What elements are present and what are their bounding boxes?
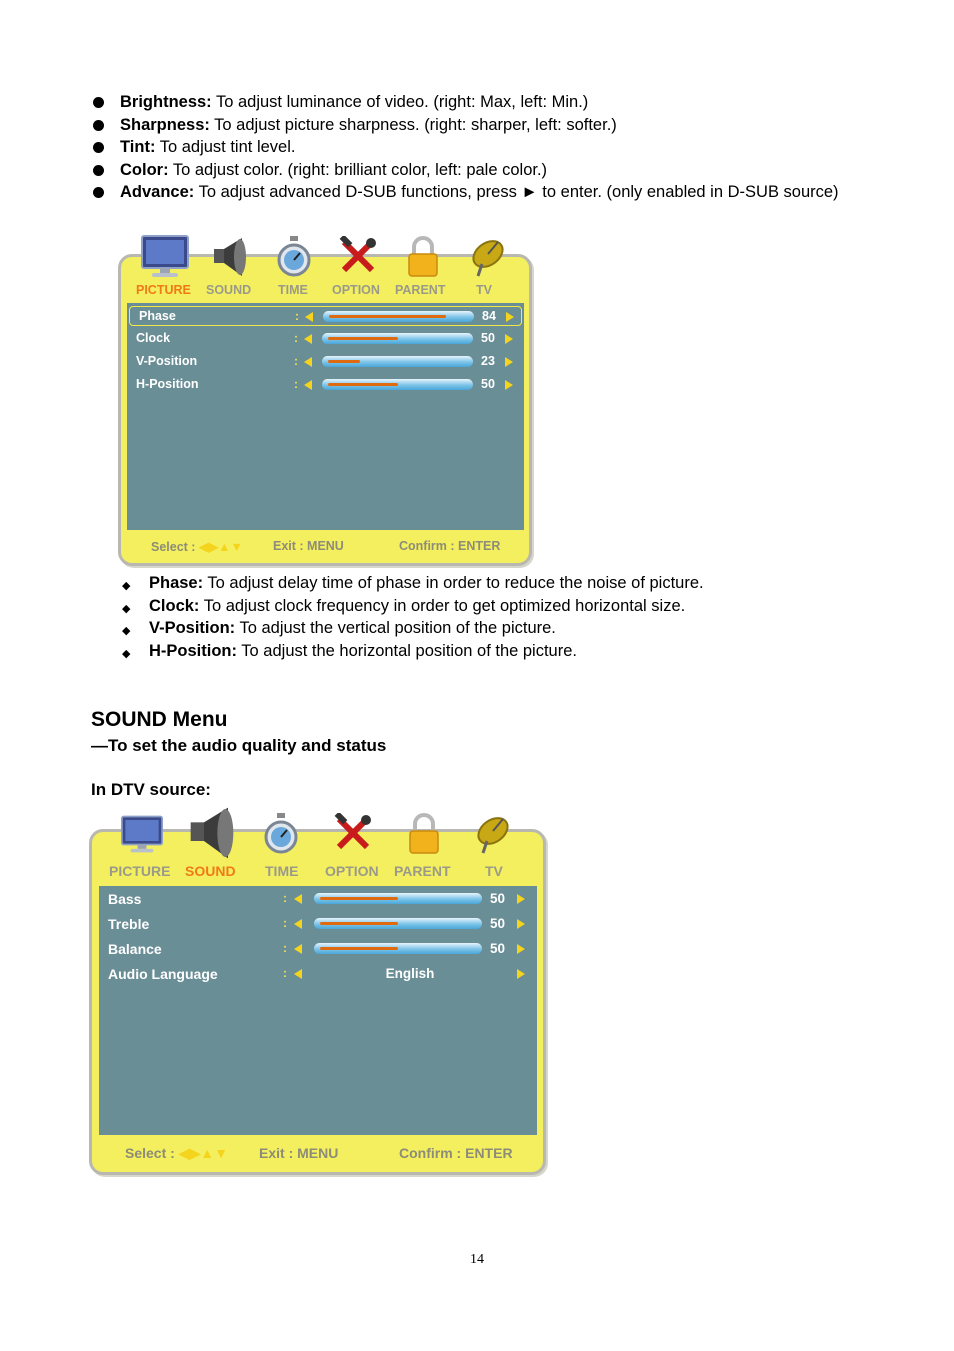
slider-track[interactable] xyxy=(314,943,482,954)
setting-label: Treble xyxy=(108,916,150,932)
tab-picture[interactable]: PICTURE xyxy=(136,283,191,297)
slider-track[interactable] xyxy=(322,379,473,390)
setting-row-audio-language[interactable]: Audio Language : English xyxy=(99,964,537,984)
diamond-bullet-icon: ◆ xyxy=(122,647,131,660)
footer-confirm-hint: Confirm : ENTER xyxy=(399,539,501,553)
slider-fill xyxy=(320,922,398,925)
satellite-dish-icon xyxy=(473,811,513,855)
setting-row-bass[interactable]: Bass : 50 xyxy=(99,889,537,909)
tab-parent[interactable]: PARENT xyxy=(395,283,446,297)
nav-arrows-icon: ◀▶▲▼ xyxy=(178,1145,228,1161)
tab-time[interactable]: TIME xyxy=(265,863,299,879)
left-arrow-icon[interactable] xyxy=(304,357,312,367)
footer-confirm-hint: Confirm : ENTER xyxy=(399,1145,513,1161)
setting-label: Clock xyxy=(136,331,171,345)
tab-picture[interactable]: PICTURE xyxy=(109,863,171,879)
setting-row-v-position[interactable]: V-Position : 23 xyxy=(127,352,524,372)
page-number: 14 xyxy=(470,1252,484,1267)
right-arrow-icon[interactable] xyxy=(517,894,525,904)
setting-value: 23 xyxy=(481,354,495,368)
list-item: Color: To adjust color. (right: brilliant color, left: pale color.) xyxy=(91,159,851,182)
footer-exit-hint: Exit : MENU xyxy=(259,1145,339,1161)
setting-label: H-Position xyxy=(136,377,199,391)
padlock-icon xyxy=(407,813,441,855)
list-item: ◆ Phase: To adjust delay time of phase in order to reduce the noise of picture. xyxy=(120,572,704,595)
setting-row-phase[interactable]: Phase : 84 xyxy=(129,306,522,326)
tab-time[interactable]: TIME xyxy=(278,283,308,297)
list-item: Sharpness: To adjust picture sharpness. (right: sharper, left: softer.) xyxy=(91,114,851,137)
bullet-dot-icon xyxy=(93,97,104,108)
setting-value: 84 xyxy=(482,309,496,323)
list-item: ◆ Clock: To adjust clock frequency in order to get optimized horizontal size. xyxy=(120,595,704,618)
diamond-bullet-icon: ◆ xyxy=(122,625,131,638)
right-arrow-icon[interactable] xyxy=(517,969,525,979)
slider-fill xyxy=(328,360,360,363)
slider-fill xyxy=(328,337,398,340)
setting-value: 50 xyxy=(490,941,506,956)
audio-language-value: English xyxy=(385,966,435,981)
stopwatch-icon xyxy=(276,236,312,278)
bullet-dot-icon xyxy=(93,120,104,131)
setting-value: 50 xyxy=(481,331,495,345)
setting-value: 50 xyxy=(490,891,506,906)
left-arrow-icon[interactable] xyxy=(305,312,313,322)
slider-track[interactable] xyxy=(322,333,473,344)
left-arrow-icon[interactable] xyxy=(304,334,312,344)
speaker-icon xyxy=(210,236,250,278)
setting-row-balance[interactable]: Balance : 50 xyxy=(99,939,537,959)
tab-option[interactable]: OPTION xyxy=(325,863,379,879)
right-arrow-icon[interactable] xyxy=(505,334,513,344)
speaker-icon xyxy=(185,805,239,861)
monitor-icon xyxy=(119,813,165,855)
slider-track[interactable] xyxy=(322,356,473,367)
bullet-dot-icon xyxy=(93,165,104,176)
sound-osd-menu xyxy=(89,805,549,1177)
tab-parent[interactable]: PARENT xyxy=(394,863,451,879)
osd-content-area xyxy=(99,886,537,1135)
osd-footer xyxy=(151,539,521,554)
slider-fill xyxy=(320,947,398,950)
stopwatch-icon xyxy=(263,813,299,855)
setting-row-treble[interactable]: Treble : 50 xyxy=(99,914,537,934)
bullet-dot-icon xyxy=(93,142,104,153)
section-subheading: —To set the audio quality and status xyxy=(91,736,387,755)
advance-options-list xyxy=(120,572,704,662)
feature-bullet-list xyxy=(91,91,851,204)
tab-tv[interactable]: TV xyxy=(476,283,492,297)
tab-sound[interactable]: SOUND xyxy=(185,863,236,879)
tab-option[interactable]: OPTION xyxy=(332,283,380,297)
satellite-dish-icon xyxy=(468,234,508,278)
footer-select-hint: Select : xyxy=(151,540,196,554)
footer-exit-hint: Exit : MENU xyxy=(273,539,344,553)
list-item: Advance: To adjust advanced D-SUB functions, press ► to enter. (only enabled in D-SUB source) xyxy=(91,181,851,204)
list-item: Tint: To adjust tint level. xyxy=(91,136,851,159)
setting-label: Bass xyxy=(108,891,142,907)
right-arrow-icon[interactable] xyxy=(517,944,525,954)
tools-icon xyxy=(338,236,378,276)
setting-label: Balance xyxy=(108,941,162,957)
left-arrow-icon[interactable] xyxy=(294,944,302,954)
nav-arrows-icon: ◀▶▲▼ xyxy=(198,540,243,554)
setting-label: Phase xyxy=(139,309,176,323)
padlock-icon xyxy=(406,236,440,278)
right-arrow-icon[interactable] xyxy=(505,357,513,367)
left-arrow-icon[interactable] xyxy=(294,969,302,979)
right-arrow-icon[interactable] xyxy=(506,312,514,322)
tab-sound[interactable]: SOUND xyxy=(206,283,252,297)
setting-row-clock[interactable]: Clock : 50 xyxy=(127,329,524,349)
slider-fill xyxy=(328,383,398,386)
left-arrow-icon[interactable] xyxy=(294,894,302,904)
tab-tv[interactable]: TV xyxy=(485,863,503,879)
setting-value: 50 xyxy=(481,377,495,391)
slider-fill xyxy=(329,315,446,318)
footer-select-hint: Select : xyxy=(125,1145,175,1161)
right-arrow-icon[interactable] xyxy=(517,919,525,929)
setting-value: 50 xyxy=(490,916,506,931)
osd-content-area xyxy=(127,303,524,530)
list-item: ◆ V-Position: To adjust the vertical position of the picture. xyxy=(120,617,704,640)
diamond-bullet-icon: ◆ xyxy=(122,580,131,592)
section-heading: SOUND Menu xyxy=(91,708,228,731)
bullet-dot-icon xyxy=(93,187,104,198)
picture-osd-menu xyxy=(118,230,534,568)
osd-footer xyxy=(125,1145,535,1162)
tools-icon xyxy=(333,813,373,853)
left-arrow-icon[interactable] xyxy=(304,380,312,390)
slider-track[interactable] xyxy=(314,893,482,904)
diamond-bullet-icon: ◆ xyxy=(122,602,131,615)
left-arrow-icon[interactable] xyxy=(294,919,302,929)
setting-label: V-Position xyxy=(136,354,198,368)
slider-fill xyxy=(320,897,398,900)
monitor-icon xyxy=(140,232,190,280)
setting-row-h-position[interactable]: H-Position : 50 xyxy=(127,375,524,395)
setting-label: Audio Language xyxy=(108,966,218,982)
list-item: Brightness: To adjust luminance of video. (right: Max, left: Min.) xyxy=(91,91,851,114)
list-item: ◆ H-Position: To adjust the horizontal position of the picture. xyxy=(120,640,704,663)
source-heading: In DTV source: xyxy=(91,780,211,799)
right-arrow-icon[interactable] xyxy=(505,380,513,390)
slider-track[interactable] xyxy=(314,918,482,929)
slider-track[interactable] xyxy=(323,311,474,322)
